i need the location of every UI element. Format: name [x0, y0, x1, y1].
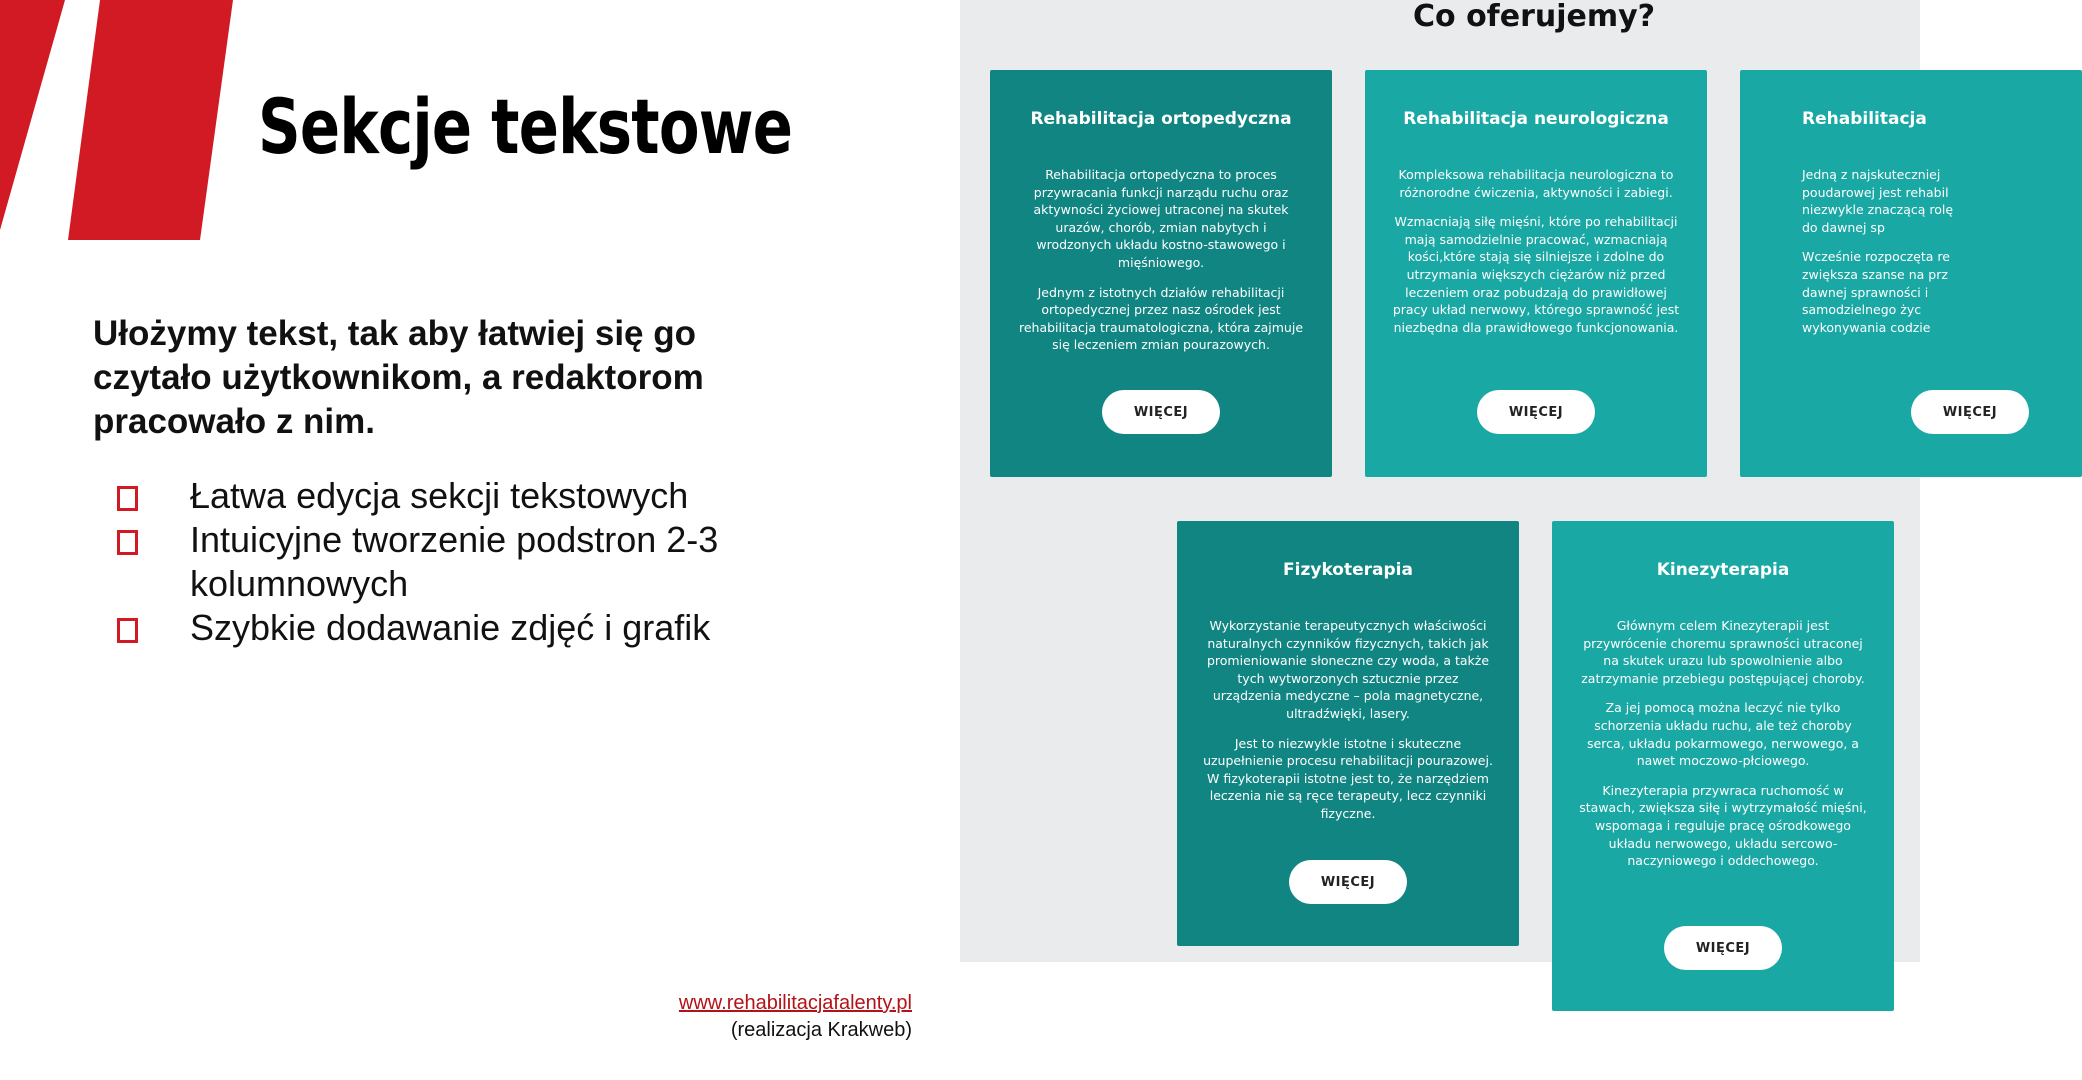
intro-text: Ułożymy tekst, tak aby łatwiej się go czytało użytkownikom, a redaktorom pracowało z nim. [93, 314, 704, 441]
feature-label: Szybkie dodawanie zdjęć i grafik [190, 607, 711, 648]
offer-heading: Co oferujemy? [1413, 0, 1656, 34]
feature-label: Intuicyjne tworzenie podstron 2-3 kolumnowych [190, 519, 719, 604]
card-title: Rehabilitacja neurologiczna [1403, 109, 1669, 129]
more-button[interactable]: WIĘCEJ [1664, 926, 1782, 970]
card-text: Rehabilitacja ortopedyczna to proces przywracania funkcji narządu ruchu oraz aktywności życiowej utraconej na skutek urazów, chorób, zmian nabytych i wrodzonych układu kostno-stawowego i mięśniowego. [1033, 167, 1289, 270]
card-text: Jest to niezwykle istotne i skuteczne uzupełnienie procesu rehabilitacji pourazowej. W fizykoterapii istotne jest to, że narzędziem leczenia nie są ręce terapeuty, lecz czynniki fizyczne. [1203, 735, 1493, 821]
checkbox-square-icon [117, 618, 138, 643]
more-button[interactable]: WIĘCEJ [1102, 390, 1220, 434]
credit-text: (realizacja Krakweb) [730, 1019, 912, 1041]
feature-item [115, 474, 815, 518]
service-card [1552, 521, 1894, 1011]
checkbox-square-icon [117, 486, 138, 511]
card-title: Kinezyterapia [1656, 560, 1790, 580]
website-screenshot [960, 0, 1998, 1080]
card-text: Za jej pomocą można leczyć nie tylko schorzenia układu ruchu, ale też choroby serca, układu pokarmowego, nerwowego, a nawet moczowo-płciowego. [1587, 700, 1859, 769]
card-text: Jedną z najskuteczniej poudarowej jest rehabil niezwykle znaczącą rolę do dawnej sp [1802, 167, 1954, 235]
card-text: Jednym z istotnych działów rehabilitacji ortopedycznej przez nasz ośrodek jest rehabilitacja traumatologiczna, która zajmuje się leczeniem zmian pourazowych. [1018, 284, 1304, 353]
card-text: Kinezyterapia przywraca ruchomość w stawach, zwiększa siłę i wytrzymałość mięśni, wspomaga i reguluje pracę ośrodkowego układu nerwowego, układu sercowo-naczyniowego i oddechowego. [1579, 782, 1867, 869]
card-text: Wykorzystanie terapeutycznych właściwości naturalnych czynników fizycznych, takich jak promieniowanie słoneczne czy woda, a także tych wytworzonych sztucznie przez urządzenia medyczne – pola magnetyczne, ultradźwięki, lasery. [1206, 618, 1490, 721]
card-text: Głównym celem Kinezyterapii jest przywrócenie choremu sprawności utraconej na skutek urazu lub spowolnienie albo zatrzymanie przebiegu postępującej choroby. [1581, 618, 1865, 686]
more-button[interactable]: WIĘCEJ [1289, 860, 1407, 904]
service-card [1177, 521, 1519, 946]
service-card [1740, 70, 2082, 477]
card-title: Rehabilitacja [1802, 109, 1927, 129]
card-text: Kompleksowa rehabilitacja neurologiczna to różnorodne ćwiczenia, aktywności i zabiegi. [1398, 167, 1674, 200]
feature-list [115, 474, 815, 650]
more-button[interactable]: WIĘCEJ [1911, 390, 2029, 434]
checkbox-square-icon [117, 530, 138, 555]
website-link[interactable]: www.rehabilitacjafalenty.pl [678, 992, 912, 1014]
more-button[interactable]: WIĘCEJ [1477, 390, 1595, 434]
red-stripes-logo [0, 0, 240, 245]
feature-item [115, 606, 815, 650]
card-title: Rehabilitacja ortopedyczna [1030, 109, 1292, 129]
credit-block [679, 990, 912, 1044]
feature-item [115, 518, 815, 606]
card-text: Wzmacniają siłę mięśni, które po rehabilitacji mają samodzielnie pracować, wzmacniają kości,które stają się silniejsze i zdolne do utrzymania większych ciężarów niż przed leczeniem oraz pobudzają do prawidłowej pracy układ nerwowy, którego sprawność jest niezbędna dla prawidłowego funkcjonowania. [1392, 214, 1680, 335]
card-text: Wcześnie rozpoczęta re zwiększa szanse na prz dawnej sprawności i samodzielnego życ wykonywania codzie [1802, 249, 1950, 335]
service-card [990, 70, 1332, 477]
card-title: Fizykoterapia [1283, 560, 1413, 580]
feature-label: Łatwa edycja sekcji tekstowych [190, 475, 689, 516]
slide-title: Sekcje tekstowe [258, 82, 793, 171]
service-card [1365, 70, 1707, 477]
